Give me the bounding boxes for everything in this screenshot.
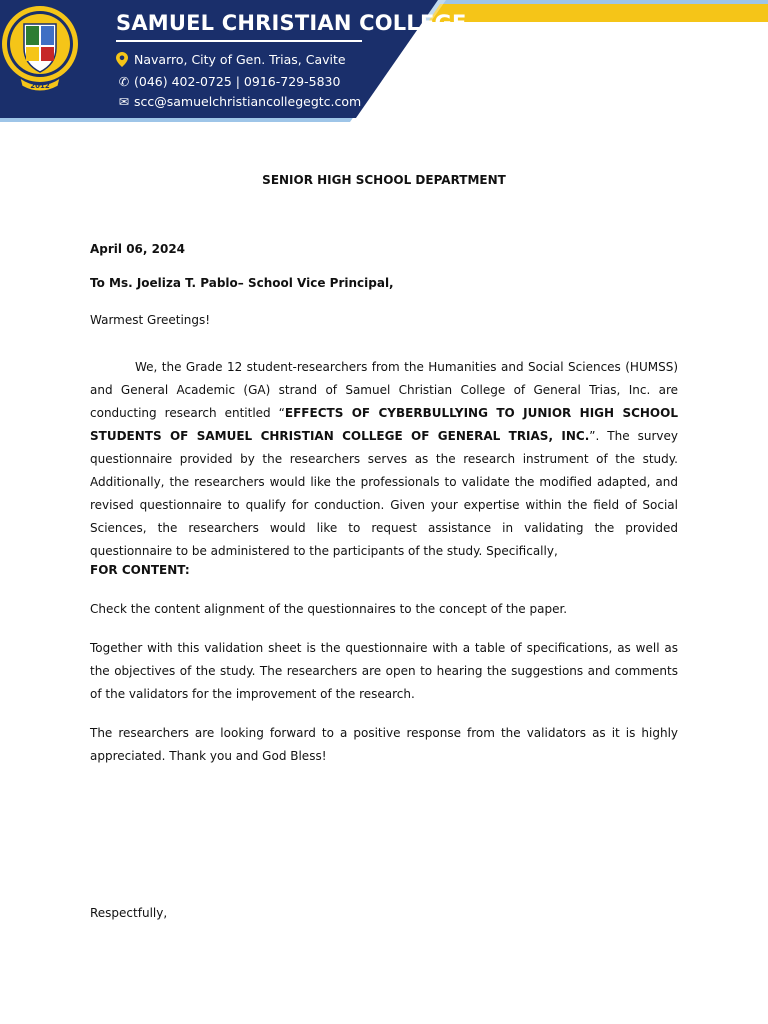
letter-date: April 06, 2024 [90, 242, 186, 256]
phone-line [116, 74, 340, 89]
seal-year: 2012 [30, 82, 50, 90]
email-line [116, 94, 361, 109]
research-title: EFFECTS OF CYBERBULLYING TO JUNIOR HIGH SCHOOL STUDENTS OF SAMUEL CHRISTIAN COLLEGE OF GENERAL TRIAS, INC. [90, 406, 678, 443]
email-text: scc@samuelchristiancollegegtc.com [134, 94, 362, 109]
college-name: SAMUEL CHRISTIAN COLLEGE [116, 11, 467, 35]
body-paragraph-2: Together with this validation sheet is the questionnaire with a table of specifications, as well as the objectives of the study. The researchers are open to hearing the suggestions and comments of the validators for the improvement of the research. [90, 641, 678, 701]
address-line [116, 52, 346, 67]
letter-greeting: Warmest Greetings! [90, 313, 211, 327]
content-instruction: Check the content alignment of the questionnaires to the concept of the paper. [90, 602, 568, 616]
department-heading: SENIOR HIGH SCHOOL DEPARTMENT [262, 173, 506, 187]
phone-icon: ✆ [118, 74, 130, 89]
body-1-rest: ”. The survey questionnaire provided by the researchers serves as the research instrument of the study. Additionally, the researchers would like the professionals to validate the modified adapted, and revised questionnaire to qualify for conduction. Given your expertise within the field of Social Sciences, the researchers would like to request assistance in validating the provided questionnaire to be administered to the participants of the study. Specifically, [90, 429, 679, 558]
college-seal-icon [0, 0, 80, 94]
address-text: Navarro, City of Gen. Trias, Cavite [134, 52, 346, 67]
phone-text: (046) 402-0725 | 0916-729-5830 [134, 74, 341, 89]
email-icon: ✉ [118, 94, 130, 109]
letter-closing: Respectfully, [90, 906, 168, 920]
name-divider [116, 40, 362, 42]
body-paragraph-3: The researchers are looking forward to a positive response from the validators as it is highly appreciated. Thank you and God Bless! [90, 726, 678, 763]
letterhead [0, 0, 768, 130]
body-1-intro: We, the Grade 12 student-researchers from the Humanities and Social Sciences (HUMSS) and General Academic (GA) strand of Samuel Christian College of General Trias, Inc. are conducting research entitled “ [90, 360, 678, 420]
section-heading: FOR CONTENT: [90, 563, 190, 577]
letter-recipient: To Ms. Joeliza T. Pablo– School Vice Principal, [90, 276, 394, 290]
body-paragraph-1 [90, 356, 678, 563]
